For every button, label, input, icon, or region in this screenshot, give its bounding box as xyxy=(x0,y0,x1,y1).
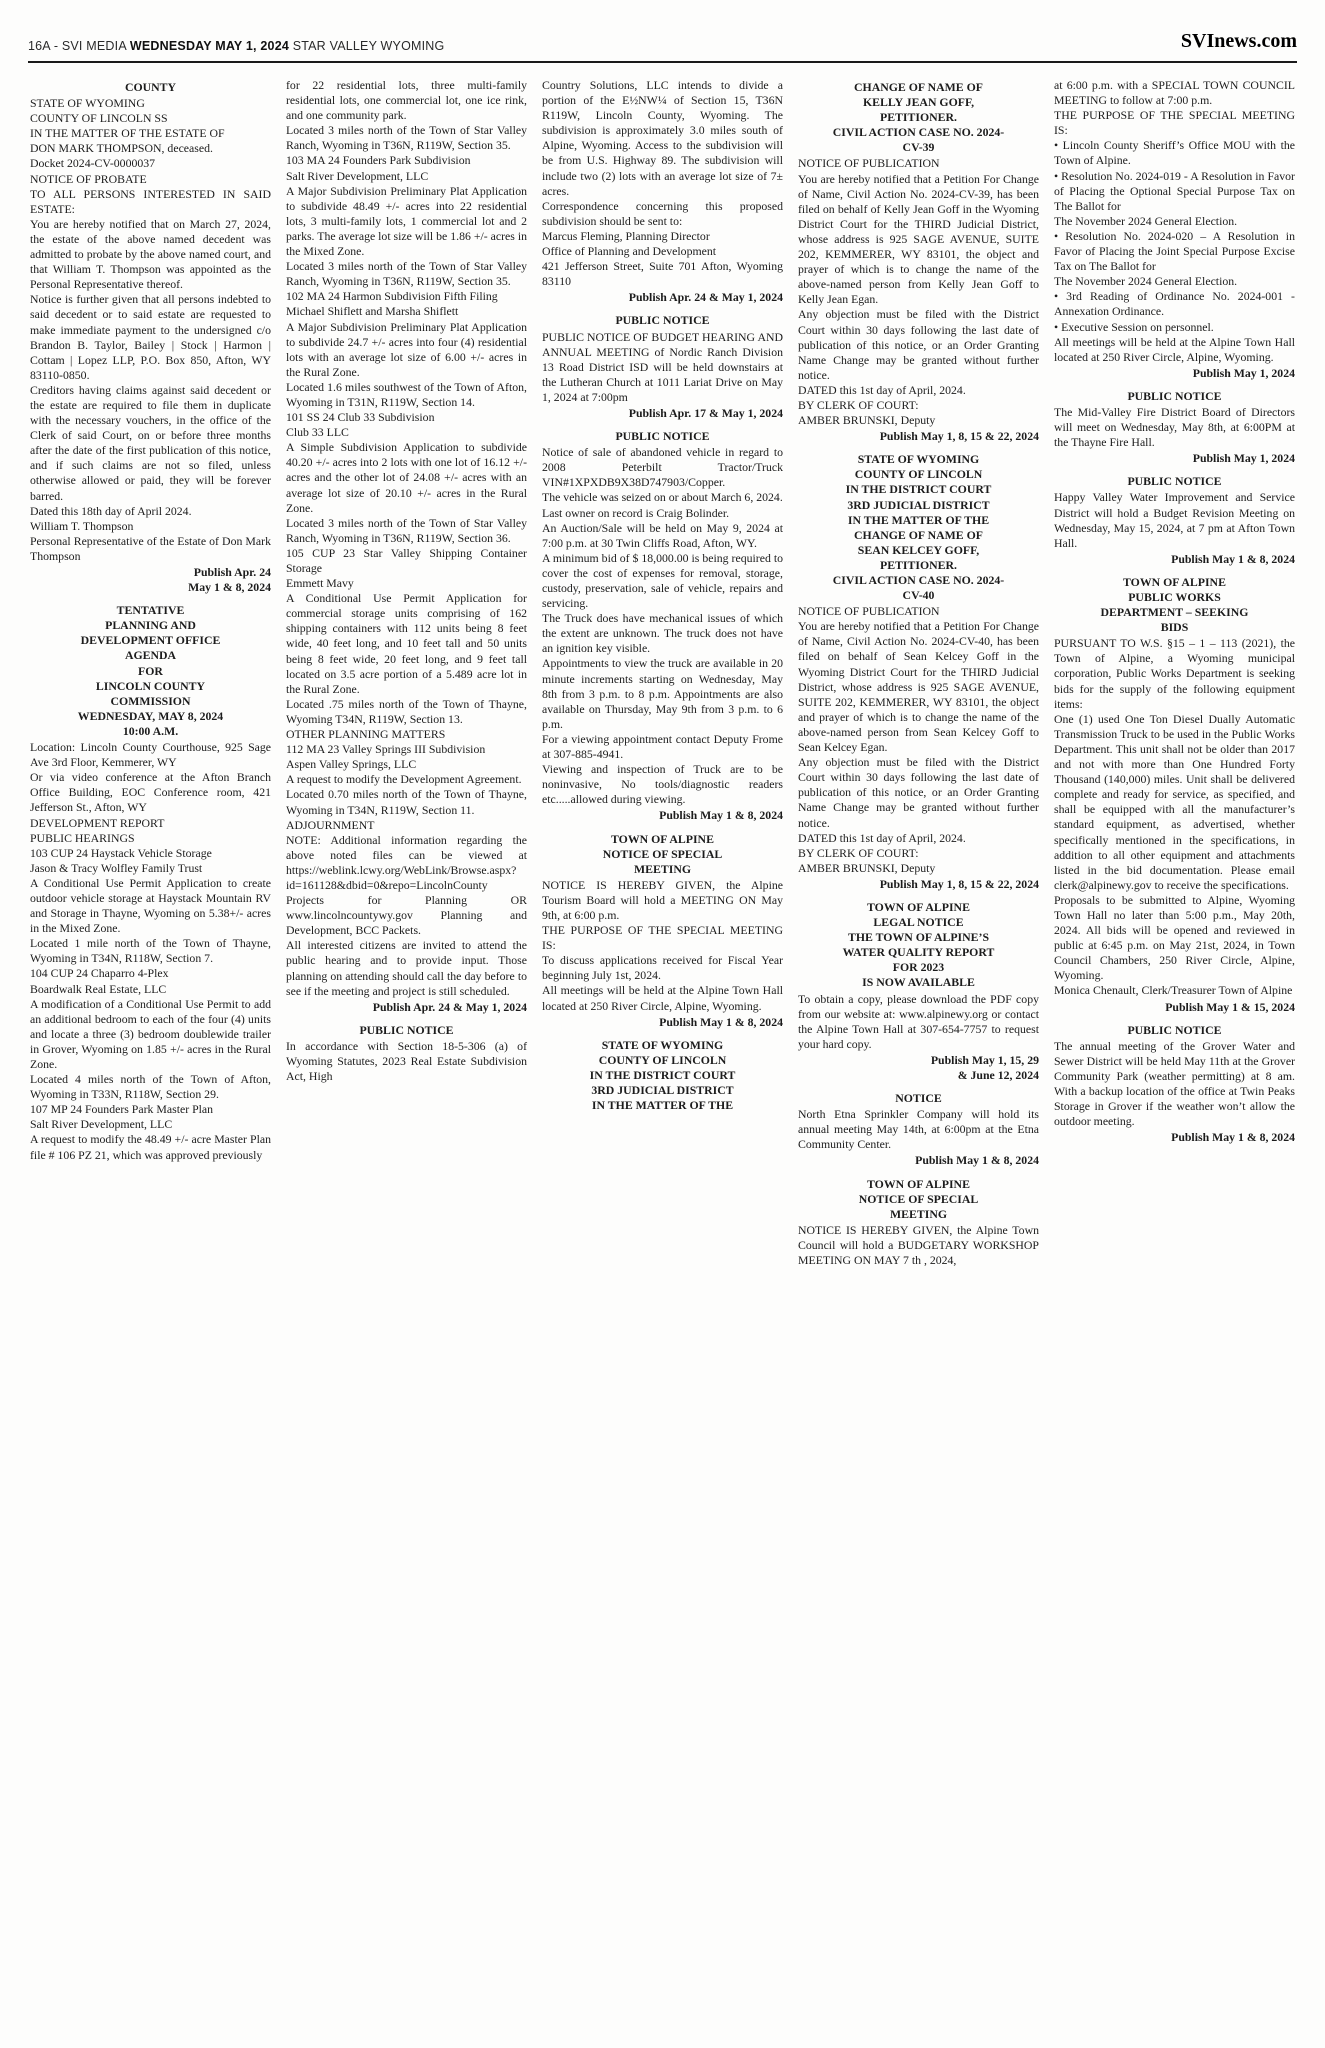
text-line: NOTICE xyxy=(895,1091,942,1106)
text-line: OTHER PLANNING MATTERS xyxy=(286,727,446,742)
notice-paragraph: 102 MA 24 Harmon Subdivision Fifth Filing xyxy=(286,289,498,304)
notice-paragraph: PUBLIC NOTICE OF BUDGET HEARING AND ANNUAL MEETING of Nordic Ranch Division 13 Road District ISD will be held downstairs at the Lutheran Church at 1011 Lariat Drive on May 1, 2024 at 7:00pm xyxy=(542,329,783,404)
text-line: CV-39 xyxy=(902,140,935,155)
notice-paragraph: A modification of a Conditional Use Permit to add an additional bedroom to each of the four (4) units and locate a three (3) bedroom doublewide trailer in Grover, Wyoming on 1.85 +/- acres in the Rural Zone. xyxy=(30,996,271,1071)
text-line: Publish May 1 & 8, 2024 xyxy=(1171,551,1295,566)
text-line: NOTICE OF PUBLICATION xyxy=(798,604,940,619)
notice-heading xyxy=(798,900,1039,991)
text-line: BY CLERK OF COURT: xyxy=(798,845,919,860)
text-line: WEDNESDAY, MAY 8, 2024 xyxy=(77,708,224,723)
notice-paragraph: A Conditional Use Permit Application to create outdoor vehicle storage at Haystack Mountain RV and Storage in Thayne, Wyoming on 5.38+/- acres in the Mixed Zone. xyxy=(30,875,271,936)
text-line: PETITIONER. xyxy=(879,557,958,572)
text-line: Publish May 1 & 8, 2024 xyxy=(659,1014,783,1029)
notice-paragraph: • Lincoln County Sheriff’s Office MOU with the Town of Alpine. xyxy=(1054,138,1295,168)
notice-paragraph: To discuss applications received for Fiscal Year beginning July 1st, 2024. xyxy=(542,953,783,983)
notice-heading xyxy=(1054,1023,1295,1038)
notice-paragraph: Located 3 miles north of the Town of Star Valley Ranch, Wyoming in T36N, R119W, Section 35. xyxy=(286,259,527,289)
text-line: NOTICE OF PROBATE xyxy=(30,171,147,186)
text-line: TOWN OF ALPINE xyxy=(1123,574,1226,589)
notice-paragraph: 103 CUP 24 Haystack Vehicle Storage xyxy=(30,845,212,860)
notice-lines xyxy=(798,604,1039,619)
text-line: Publish May 1 & 8, 2024 xyxy=(915,1153,1039,1168)
notice-paragraph: Located 3 miles north of the Town of Star Valley Ranch, Wyoming in T36N, R119W, Section 35. xyxy=(286,123,527,153)
notice-paragraph: PURSUANT TO W.S. §15 – 1 – 113 (2021), the Town of Alpine, a Wyoming municipal corporation, Public Works Department is seeking bids for the supply of the following equipment items: xyxy=(1054,636,1295,711)
notice-heading xyxy=(1054,575,1295,635)
news-column-5 xyxy=(1054,78,1295,1268)
notice-paragraph: North Etna Sprinkler Company will hold its annual meeting May 14th, at 6:00pm at the Etna Community Center. xyxy=(798,1107,1039,1152)
notice-heading xyxy=(1054,474,1295,489)
text-line: STATE OF WYOMING xyxy=(30,96,145,111)
notice-paragraph: One (1) used One Ton Diesel Dually Automatic Transmission Truck to be used in the Public Works Department. This unit shall not be older than 2017 and not with more than One Hundred Forty Thousand (140,000) miles. Unit shall be delivered complete and ready for service, as specified, and shall be equipped with all the manufacturer’s standard equipment, as advertised, whether specifically mentioned in the specifications, in addition to all other equipment and attachments listed in the bid documentation. Please email clerk@alpinewy.gov to receive the specifications. xyxy=(1054,711,1295,892)
masthead xyxy=(28,30,1297,63)
text-line: 3RD JUDICIAL DISTRICT xyxy=(847,497,990,512)
notice-heading xyxy=(542,1038,783,1113)
notice-paragraph: Projects for Planning OR www.lincolncountywy.gov Planning and Development, BCC Packets. xyxy=(286,893,527,938)
text-line: LINCOLN COUNTY xyxy=(95,678,206,693)
publish-date-line xyxy=(798,1053,1039,1083)
text-line: IN THE MATTER OF THE xyxy=(847,512,990,527)
text-line: LEGAL NOTICE xyxy=(873,915,964,930)
notice-lines xyxy=(286,727,527,742)
text-line: & June 12, 2024 xyxy=(957,1068,1039,1082)
text-line: IN THE DISTRICT COURT xyxy=(845,482,992,497)
notice-paragraph: 107 MP 24 Founders Park Master Plan xyxy=(30,1102,214,1117)
notice-paragraph: NOTICE IS HEREBY GIVEN, the Alpine Town Council will hold a BUDGETARY WORKSHOP MEETING ON MAY 7 th , 2024, xyxy=(798,1222,1039,1268)
publish-date-line xyxy=(1054,451,1295,466)
notice-heading xyxy=(542,832,783,877)
notice-paragraph: Proposals to be submitted to Alpine, Wyoming Town Hall no later than 5:00 p.m., May 20th, 2024. All bids will be opened and reviewed in public at 6:45 p.m. on May 21st, 2024, in Town Council Chambers, 250 River Circle, Alpine, Wyoming. xyxy=(1054,892,1295,983)
text-line: THE TOWN OF ALPINE’S xyxy=(847,930,990,945)
text-line: Docket 2024-CV-0000037 xyxy=(30,156,156,171)
notice-paragraph: THE PURPOSE OF THE SPECIAL MEETING IS: xyxy=(1054,108,1295,138)
notice-paragraph: For a viewing appointment contact Deputy Frome at 307-885-4941. xyxy=(542,731,783,762)
notice-paragraph: A request to modify the 48.49 +/- acre Master Plan file # 106 PZ 21, which was approved previously xyxy=(30,1132,271,1162)
notice-paragraph: DATED this 1st day of April, 2024. xyxy=(798,830,966,845)
notice-paragraph: Club 33 LLC xyxy=(286,425,349,440)
publish-date-line xyxy=(1054,1000,1295,1015)
notice-paragraph: Located .75 miles north of the Town of Thayne, Wyoming T34N, R119W, Section 13. xyxy=(286,696,527,726)
notice-paragraph: The November 2024 General Election. xyxy=(1054,274,1238,289)
news-column-4 xyxy=(798,78,1039,1268)
notice-paragraph: Located 3 miles north of the Town of Star Valley Ranch, Wyoming in T36N, R119W, Section 36. xyxy=(286,515,527,545)
publish-date-line xyxy=(798,1153,1039,1168)
text-line: Publish May 1 & 8, 2024 xyxy=(1171,1130,1295,1145)
publish-date-line xyxy=(542,406,783,421)
publish-date-line xyxy=(542,290,783,305)
notice-paragraph: A Major Subdivision Preliminary Plat Application to subdivide 48.49 +/- acres into 22 residential lots, 3 multi-family lots, 1 commercial lot and 2 parks. The average lot size will be 1.86 +/- acres in the Mixed Zone. xyxy=(286,183,527,259)
text-line: AGENDA xyxy=(124,648,177,663)
news-column-3 xyxy=(542,78,783,1268)
text-line: 3RD JUDICIAL DISTRICT xyxy=(591,1083,734,1097)
notice-paragraph: A minimum bid of $ 18,000.00 is being required to cover the cost of expenses for removal, storage, custody, preservation, sale of vehicle, repairs and servicing. xyxy=(542,550,783,611)
notice-paragraph: Aspen Valley Springs, LLC xyxy=(286,757,417,772)
text-line: PUBLIC HEARINGS xyxy=(30,830,135,845)
text-line: COMMISSION xyxy=(110,693,191,708)
text-line: DEVELOPMENT REPORT xyxy=(30,815,165,830)
notice-paragraph: The annual meeting of the Grover Water and Sewer District will be held May 11th at the Grover Community Park (weather permitting) at 8 am. With a backup location of the office at Twin Peaks Storage in Grover if the weather won’t allow the outdoor meeting. xyxy=(1054,1038,1295,1129)
notice-paragraph: You are hereby notified that a Petition For Change of Name, Civil Action No. 2024-CV-40, has been filed on behalf of Sean Kelcey Goff in the Wyoming District Court for the THIRD Judicial District, whose address is 925 SAGE AVENUE, SUITE 202, KEMMERER, WY 83101, the object and prayer of which is to change the name of the above-named person from Sean Kelcey Goff to Sean Kelcey Egan. xyxy=(798,619,1039,755)
notice-paragraph: IN THE MATTER OF THE ESTATE OF xyxy=(30,126,225,141)
text-line: Publish May 1, 15, 29 xyxy=(930,1052,1039,1067)
text-line: Publish May 1 & 8, 2024 xyxy=(659,808,783,823)
notice-paragraph: Creditors having claims against said decedent or the estate are required to file them in duplicate with the necessary vouchers, in the office of the Clerk of said Court, on or before three months after the date of the first publication of this notice, and if such claims are not so filed, unless otherwise allowed or paid, they will be forever barred. xyxy=(30,382,271,503)
text-line: Publish May 1, 2024 xyxy=(1192,451,1295,466)
text-line: TENTATIVE xyxy=(116,603,185,618)
text-line: FOR xyxy=(138,663,163,678)
notice-paragraph: Located 1 mile north of the Town of Thayne, Wyoming in T34N, R118W, Section 7. xyxy=(30,936,271,966)
notice-paragraph: In accordance with Section 18-5-306 (a) of Wyoming Statutes, 2023 Real Estate Subdivision Act, High xyxy=(286,1038,527,1084)
notice-paragraph: Location: Lincoln County Courthouse, 925 Sage Ave 3rd Floor, Kemmerer, WY xyxy=(30,740,271,770)
text-line: 10:00 A.M. xyxy=(122,723,179,738)
notice-paragraph: 104 CUP 24 Chaparro 4-Plex xyxy=(30,966,169,981)
text-line: Publish Apr. 17 & May 1, 2024 xyxy=(628,405,783,420)
notice-paragraph: Happy Valley Water Improvement and Service District will hold a Budget Revision Meeting on Wednesday, May 15, 2024, at 7 pm at Afton Town Hall. xyxy=(1054,490,1295,550)
notice-paragraph: You are hereby notified that a Petition For Change of Name, Civil Action No. 2024-CV-39, has been filed on behalf of Kelly Jean Goff in the Wyoming District Court for the THIRD Judicial District, whose address is 925 SAGE AVENUE, SUITE 202, KEMMERER, WY 83101, the object and prayer of which is to change the name of the above-named person from Kelly Jean Goff to Kelly Jean Egan. xyxy=(798,171,1039,307)
notice-paragraph: • Resolution No. 2024-020 – A Resolution in Favor of Placing the Joint Special Purpose Excise Tax on The Ballot for xyxy=(1054,228,1295,274)
notice-paragraph: Viewing and inspection of Truck are to be noninvasive, No tools/diagnostic readers etc.....allowed during viewing. xyxy=(542,762,783,807)
text-line: DEPARTMENT – SEEKING xyxy=(1100,605,1249,620)
notice-lines xyxy=(30,96,271,126)
notice-paragraph: Country Solutions, LLC intends to divide a portion of the E½NW¼ of Section 15, T36N R119W, Lincoln County, Wyoming. The subdivision is approximately 3.0 miles south of Alpine, Wyoming. Access to the subdivision will be from U.S. Highway 89. The subdivision will include two (2) lots with an average lot size of 7± acres. xyxy=(542,78,783,198)
text-line: TOWN OF ALPINE xyxy=(867,1176,970,1191)
text-line: COUNTY OF LINCOLN xyxy=(854,467,983,482)
notice-paragraph: 421 Jefferson Street, Suite 701 Afton, Wyoming 83110 xyxy=(542,259,783,289)
text-line: COUNTY xyxy=(124,80,177,94)
text-line: Publish May 1, 2024 xyxy=(1192,365,1295,380)
notice-paragraph: To obtain a copy, please download the PDF copy from our website at: www.alpinewy.org or contact the Alpine Town Hall at 307-654-7757 to request your hard copy. xyxy=(798,991,1039,1051)
notice-heading xyxy=(30,80,271,95)
notice-paragraph: Last owner on record is Craig Bolinder. xyxy=(542,505,730,520)
notice-paragraph: 105 CUP 23 Star Valley Shipping Container Storage xyxy=(286,545,527,575)
text-line: ADJOURNMENT xyxy=(286,817,375,832)
publish-date-line xyxy=(30,565,271,595)
notice-paragraph: The November 2024 General Election. xyxy=(1054,213,1238,228)
text-line: MEETING xyxy=(633,861,692,876)
publish-date-line xyxy=(542,1015,783,1030)
text-line: STATE OF WYOMING xyxy=(601,1037,724,1052)
notice-paragraph: Located 4 miles north of the Town of Afton, Wyoming in T33N, R118W, Section 29. xyxy=(30,1072,271,1102)
notice-paragraph: Personal Representative of the Estate of Don Mark Thompson xyxy=(30,533,271,563)
publish-date-line xyxy=(286,1000,527,1015)
notice-paragraph: The Mid-Valley Fire District Board of Directors will meet on Wednesday, May 8th, at 6:00PM at the Thayne Fire Hall. xyxy=(1054,404,1295,450)
text-line: AMBER BRUNSKI, Deputy xyxy=(798,860,936,875)
notice-paragraph: Any objection must be filed with the District Court within 30 days following the last date of publication of this notice, or an Order Granting Name Change may be granted without further notice. xyxy=(798,755,1039,830)
notice-paragraph: Michael Shiflett and Marsha Shiflett xyxy=(286,304,459,319)
masthead-left xyxy=(28,39,444,53)
notice-heading xyxy=(542,429,783,444)
text-line: WATER QUALITY REPORT xyxy=(842,945,995,960)
publish-date-line xyxy=(1054,366,1295,381)
text-line: DEVELOPMENT OFFICE xyxy=(80,633,221,648)
notice-paragraph: A request to modify the Development Agreement. xyxy=(286,772,522,787)
notice-paragraph: Correspondence concerning this proposed subdivision should be sent to: xyxy=(542,198,783,228)
text-line: SEAN KELCEY GOFF, xyxy=(857,542,980,557)
masthead-region: STAR VALLEY WYOMING xyxy=(292,39,445,53)
notice-paragraph: 103 MA 24 Founders Park Subdivision xyxy=(286,153,471,168)
notice-lines xyxy=(286,818,527,833)
notice-lines xyxy=(798,156,1039,171)
notice-paragraph: Located 1.6 miles southwest of the Town of Afton, Wyoming in T31N, R119W, Section 14. xyxy=(286,379,527,409)
notice-paragraph: Salt River Development, LLC xyxy=(286,168,429,183)
notice-heading xyxy=(798,1177,1039,1222)
notice-paragraph: The Truck does have mechanical issues of which the extent are unknown. The truck does not have an ignition key visible. xyxy=(542,611,783,656)
notice-paragraph: Notice of sale of abandoned vehicle in regard to 2008 Peterbilt Tractor/Truck VIN#1XPXDB9X38D747903/Copper. xyxy=(542,445,783,490)
notice-paragraph: Or via video conference at the Afton Branch Office Building, EOC Conference room, 421 Jefferson St., Afton, WY xyxy=(30,770,271,815)
notice-paragraph: DATED this 1st day of April, 2024. xyxy=(798,382,966,397)
notice-paragraph: An Auction/Sale will be held on May 9, 2024 at 7:00 p.m. at 30 Twin Cliffs Road, Afton, WY. xyxy=(542,520,783,550)
notice-paragraph: Notice is further given that all persons indebted to said decedent or to said estate are requested to make immediate payment to the undersigned c/o Brandon B. Taylor, Bailey | Stock | Harmon | Cottam | Lopez LLP, P.O. Box 850, Afton, WY 83110-0850. xyxy=(30,292,271,382)
text-line: AMBER BRUNSKI, Deputy xyxy=(798,413,936,428)
text-line: PUBLIC NOTICE xyxy=(359,1022,454,1037)
notice-heading xyxy=(1054,389,1295,404)
notice-heading xyxy=(30,603,271,739)
notice-paragraph: Marcus Fleming, Planning Director xyxy=(542,228,710,243)
text-line: Publish Apr. 24 & May 1, 2024 xyxy=(628,290,783,305)
text-line: BIDS xyxy=(1160,620,1189,635)
text-line: PUBLIC NOTICE xyxy=(1127,474,1222,489)
text-line: TOWN OF ALPINE xyxy=(611,831,714,846)
notice-lines xyxy=(30,156,271,186)
notice-paragraph: Located 0.70 miles north of the Town of Thayne, Wyoming in T34N, R119W, Section 11. xyxy=(286,787,527,817)
text-line: NOTICE OF PUBLICATION xyxy=(798,156,940,171)
text-line: NOTICE OF SPECIAL xyxy=(858,1191,979,1206)
page-label: 16A - SVI MEDIA xyxy=(28,39,127,53)
notice-heading xyxy=(798,1091,1039,1106)
text-line: IS NOW AVAILABLE xyxy=(862,975,975,990)
publish-date-line xyxy=(1054,1130,1295,1145)
notice-paragraph: Jason & Tracy Wolfley Family Trust xyxy=(30,860,203,875)
notice-heading xyxy=(542,313,783,328)
notice-heading xyxy=(798,80,1039,155)
notice-paragraph: at 6:00 p.m. with a SPECIAL TOWN COUNCIL MEETING to follow at 7:00 p.m. xyxy=(1054,78,1295,108)
text-line: TOWN OF ALPINE xyxy=(867,899,970,914)
notice-paragraph: NOTE: Additional information regarding the above noted files can be viewed at https://weblink.lcwy.org/WebLink/Browse.aspx?id=161128&dbid=0&repo=LincolnCounty xyxy=(286,832,527,892)
text-line: Publish May 1, 8, 15 & 22, 2024 xyxy=(879,876,1039,891)
text-line: May 1 & 8, 2024 xyxy=(188,580,271,595)
notice-heading xyxy=(798,452,1039,603)
text-line: FOR 2023 xyxy=(892,960,945,975)
text-line: PUBLIC NOTICE xyxy=(615,429,710,444)
text-line: MEETING xyxy=(889,1206,948,1221)
notice-paragraph: A Major Subdivision Preliminary Plat Application to subdivide 24.7 +/- acres into four (4) residential lots with an average lot size of 6.00 +/- acres in the Rural Zone. xyxy=(286,319,527,379)
notice-heading xyxy=(286,1023,527,1038)
text-line: PUBLIC WORKS xyxy=(1128,590,1221,604)
notice-paragraph: DON MARK THOMPSON, deceased. xyxy=(30,141,213,156)
text-line: CIVIL ACTION CASE NO. 2024- xyxy=(832,125,1005,140)
notice-paragraph: All meetings will be held at the Alpine Town Hall located at 250 River Circle, Alpine, Wyoming. xyxy=(542,983,783,1013)
text-line: PUBLIC NOTICE xyxy=(1127,388,1222,403)
publish-date-line xyxy=(798,877,1039,892)
text-line: BY CLERK OF COURT: xyxy=(798,397,919,412)
notice-lines xyxy=(30,816,271,846)
notice-paragraph: Emmett Mavy xyxy=(286,576,354,591)
notice-paragraph: William T. Thompson xyxy=(30,518,134,533)
notice-paragraph: Office of Planning and Development xyxy=(542,244,717,259)
notice-paragraph: Salt River Development, LLC xyxy=(30,1117,173,1132)
legal-notice-columns xyxy=(30,78,1295,1268)
text-line: KELLY JEAN GOFF, xyxy=(862,95,975,110)
notice-paragraph: You are hereby notified that on March 27, 2024, the estate of the above named decedent was admitted to probate by the above named court, and that William T. Thompson was appointed as the Personal Representative thereof. xyxy=(30,216,271,292)
notice-paragraph: A Conditional Use Permit Application for commercial storage units comprising of 162 shipping containers with 112 units being 8 feet wide, 40 feet long, and 10 feet tall and 50 units being 8 feet wide, 20 feet long, and 9 feet tall located on 3.5 acre portion of a 5.489 acre lot in the Rural Zone. xyxy=(286,591,527,696)
notice-paragraph: A Simple Subdivision Application to subdivide 40.20 +/- acres into 2 lots with one lot of 16.12 +/- acres and the other lot of 24.08 +/- acres with an average lot size of 20.10 +/- acres in the Rural Zone. xyxy=(286,440,527,515)
notice-lines xyxy=(798,846,1039,876)
notice-paragraph: • Resolution No. 2024-019 - A Resolution in Favor of Placing the Optional Special Purpose Tax on The Ballot for xyxy=(1054,168,1295,213)
text-line: PETITIONER. xyxy=(879,110,958,125)
text-line: CV-40 xyxy=(902,588,935,603)
text-line: NOTICE OF SPECIAL xyxy=(602,846,723,861)
notice-paragraph: THE PURPOSE OF THE SPECIAL MEETING IS: xyxy=(542,923,783,953)
news-column-2 xyxy=(286,78,527,1268)
news-column-1 xyxy=(30,78,271,1268)
text-line: PLANNING AND xyxy=(105,618,196,633)
text-line: Publish May 1, 8, 15 & 22, 2024 xyxy=(879,429,1039,444)
notice-paragraph: All interested citizens are invited to attend the public hearing and to provide input. Those planning on attending should call the day before to see if the meeting and project is still scheduled. xyxy=(286,938,527,998)
publish-date-line xyxy=(1054,552,1295,567)
notice-paragraph: NOTICE IS HEREBY GIVEN, the Alpine Tourism Board will hold a MEETING ON May 9th, at 6:00 p.m. xyxy=(542,877,783,922)
text-line: Publish May 1 & 15, 2024 xyxy=(1165,999,1295,1014)
notice-paragraph: • 3rd Reading of Ordinance No. 2024-001 - Annexation Ordinance. xyxy=(1054,289,1295,319)
notice-paragraph: TO ALL PERSONS INTERESTED IN SAID ESTATE: xyxy=(30,186,271,216)
text-line: Publish Apr. 24 & May 1, 2024 xyxy=(372,999,527,1014)
notice-paragraph: 112 MA 23 Valley Springs III Subdivision xyxy=(286,742,486,757)
text-line: CIVIL ACTION CASE NO. 2024- xyxy=(832,573,1005,587)
publish-date-line xyxy=(798,429,1039,444)
notice-paragraph: 101 SS 24 Club 33 Subdivision xyxy=(286,410,435,425)
notice-paragraph: All meetings will be held at the Alpine Town Hall located at 250 River Circle, Alpine, Wyoming. xyxy=(1054,334,1295,364)
notice-paragraph: Monica Chenault, Clerk/Treasurer Town of Alpine xyxy=(1054,983,1293,998)
text-line: CHANGE OF NAME OF xyxy=(854,80,983,94)
text-line: CHANGE OF NAME OF xyxy=(854,527,983,542)
text-line: PUBLIC NOTICE xyxy=(1127,1022,1222,1037)
text-line: Publish Apr. 24 xyxy=(193,565,271,579)
notice-paragraph: Dated this 18th day of April 2024. xyxy=(30,503,192,518)
notice-paragraph: for 22 residential lots, three multi-family residential lots, one commercial lot, one ice rink, and one community park. xyxy=(286,78,527,123)
text-line: COUNTY OF LINCOLN SS xyxy=(30,111,168,126)
notice-paragraph: • Executive Session on personnel. xyxy=(1054,319,1214,334)
notice-paragraph: Boardwalk Real Estate, LLC xyxy=(30,981,167,996)
masthead-date: WEDNESDAY MAY 1, 2024 xyxy=(129,39,290,53)
notice-paragraph: Appointments to view the truck are available in 20 minute increments starting on Wednesday, May 8th from 3 p.m. to 8 p.m. Appointments are also available on Thursday, May 9th from 3 p.m. to 6 p.m. xyxy=(542,656,783,731)
site-url: SVInews.com xyxy=(1180,30,1297,52)
text-line: IN THE MATTER OF THE xyxy=(591,1098,734,1113)
text-line: STATE OF WYOMING xyxy=(857,452,980,467)
notice-paragraph: The vehicle was seized on or about March 6, 2024. xyxy=(542,490,783,505)
notice-paragraph: Any objection must be filed with the District Court within 30 days following the last date of publication of this notice, or an Order Granting Name Change may be granted without further notice. xyxy=(798,307,1039,382)
publish-date-line xyxy=(542,808,783,823)
text-line: COUNTY OF LINCOLN xyxy=(598,1052,727,1067)
text-line: PUBLIC NOTICE xyxy=(615,313,710,328)
text-line: IN THE DISTRICT COURT xyxy=(589,1067,736,1082)
notice-lines xyxy=(798,398,1039,428)
